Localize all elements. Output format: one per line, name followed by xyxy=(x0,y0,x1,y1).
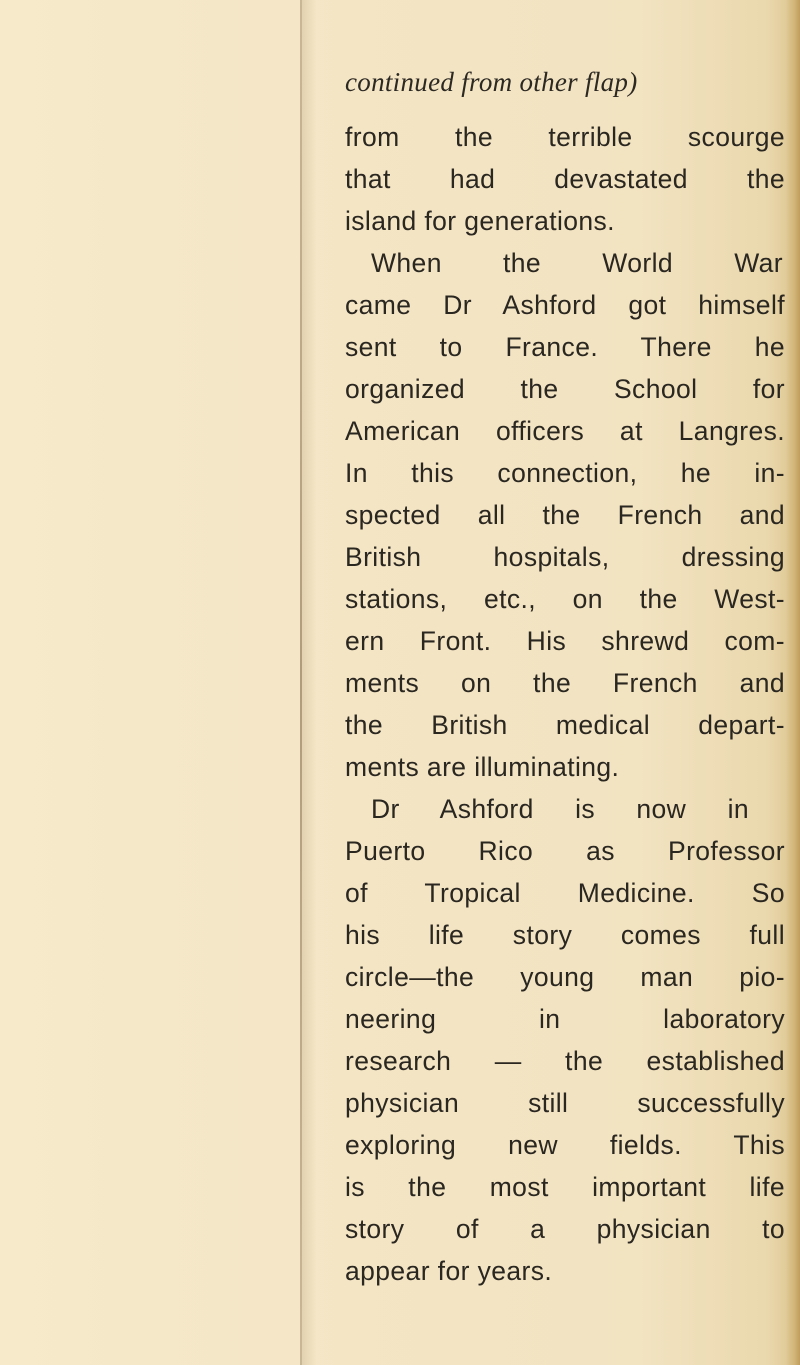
text-line: that had devastated the xyxy=(345,164,785,194)
text-line: ern Front. His shrewd com- xyxy=(345,626,785,656)
text-line: research — the established xyxy=(345,1046,785,1076)
text-line: island for generations. xyxy=(345,206,615,236)
text-line: When the World War xyxy=(371,248,783,278)
text-line: physician still successfully xyxy=(345,1088,785,1118)
page-edge xyxy=(786,0,800,1365)
text-line: the British medical depart- xyxy=(345,710,785,740)
text-line: Dr Ashford is now in xyxy=(371,794,749,824)
text-line: came Dr Ashford got himself xyxy=(345,290,785,320)
text-line: neering in laboratory xyxy=(345,1004,785,1034)
text-line: exploring new fields. This xyxy=(345,1130,785,1160)
continued-heading: continued from other flap) xyxy=(345,67,638,97)
text-line: ments on the French and xyxy=(345,668,785,698)
text-line: his life story comes full xyxy=(345,920,785,950)
text-line: spected all the French and xyxy=(345,500,785,530)
text-line: appear for years. xyxy=(345,1256,553,1286)
text-line: Puerto Rico as Professor xyxy=(345,836,785,866)
text-line: circle—the young man pio- xyxy=(345,962,785,992)
text-line: of Tropical Medicine. So xyxy=(345,878,785,908)
text-line: is the most important life xyxy=(345,1172,785,1202)
text-line: American officers at Langres. xyxy=(345,416,785,446)
text-line: story of a physician to xyxy=(345,1214,785,1244)
text-line: stations, etc., on the West- xyxy=(345,584,785,614)
text-line: sent to France. There he xyxy=(345,332,785,362)
text-line: organized the School for xyxy=(345,374,785,404)
text-line: ments are illuminating. xyxy=(345,752,620,782)
text-line: In this connection, he in- xyxy=(345,458,785,488)
text-line: from the terrible scourge xyxy=(345,122,785,152)
fold-shadow xyxy=(302,0,316,1365)
text-line: British hospitals, dressing xyxy=(345,542,785,572)
flap-text-column xyxy=(345,60,785,1292)
